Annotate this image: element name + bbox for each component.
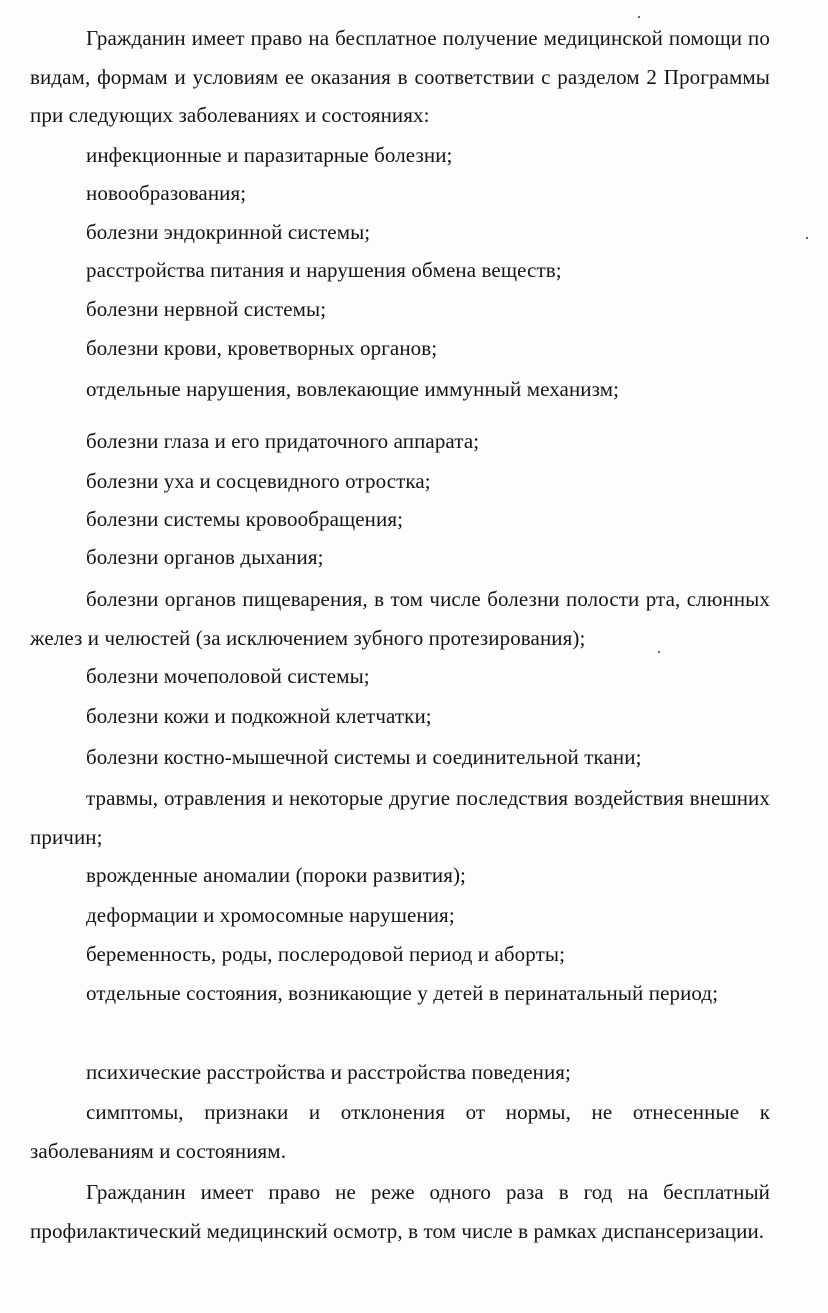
list-item: болезни костно-мышечной системы и соединительной ткани; [86,745,642,769]
list-item: болезни нервной системы; [86,297,327,321]
list-item: болезни кожи и подкожной клетчатки; [86,704,432,728]
list-item: отдельные состояния, возникающие у детей в перинатальный период; [86,981,719,1005]
scan-speck [638,16,640,18]
list-item: врожденные аномалии (пороки развития); [86,863,466,887]
closing-paragraph: Гражданин имеет право не реже одного раза в год на бесплатный профилактический медицинский осмотр, в том числе в рамках диспансеризации. [30,1180,770,1243]
list-item: симптомы, признаки и отклонения от нормы, не отнесенные к заболеваниям и состояниям. [30,1100,770,1163]
list-item: инфекционные и паразитарные болезни; [86,143,453,167]
list-item: отдельные нарушения, вовлекающие иммунный механизм; [86,377,620,401]
list-item: новообразования; [86,181,247,205]
scan-speck [806,237,808,239]
list-item: болезни органов пищеварения, в том числе болезни полости рта, слюнных желез и челюстей (за исключением зубного протезирования); [30,587,770,650]
list-item: болезни мочеполовой системы; [86,664,370,688]
list-item: болезни глаза и его придаточного аппарата; [86,429,480,453]
list-item: болезни эндокринной системы; [86,220,371,244]
list-item: болезни крови, кроветворных органов; [86,336,438,360]
list-item: деформации и хромосомные нарушения; [86,903,455,927]
list-item: расстройства питания и нарушения обмена веществ; [86,258,562,282]
list-item: беременность, роды, послеродовой период и аборты; [86,942,566,966]
list-item: болезни органов дыхания; [86,545,324,569]
scan-speck [658,651,660,653]
list-item: болезни уха и сосцевидного отростка; [86,469,431,493]
list-item: психические расстройства и расстройства поведения; [86,1060,571,1084]
intro-paragraph: Гражданин имеет право на бесплатное получение медицинской помощи по видам, формам и условиям ее оказания в соответствии с разделом 2 Программы при следующих заболеваниях и состояниях: [30,26,770,127]
list-item: болезни системы кровообращения; [86,507,404,531]
list-item: травмы, отравления и некоторые другие последствия воздействия внешних причин; [30,786,770,849]
